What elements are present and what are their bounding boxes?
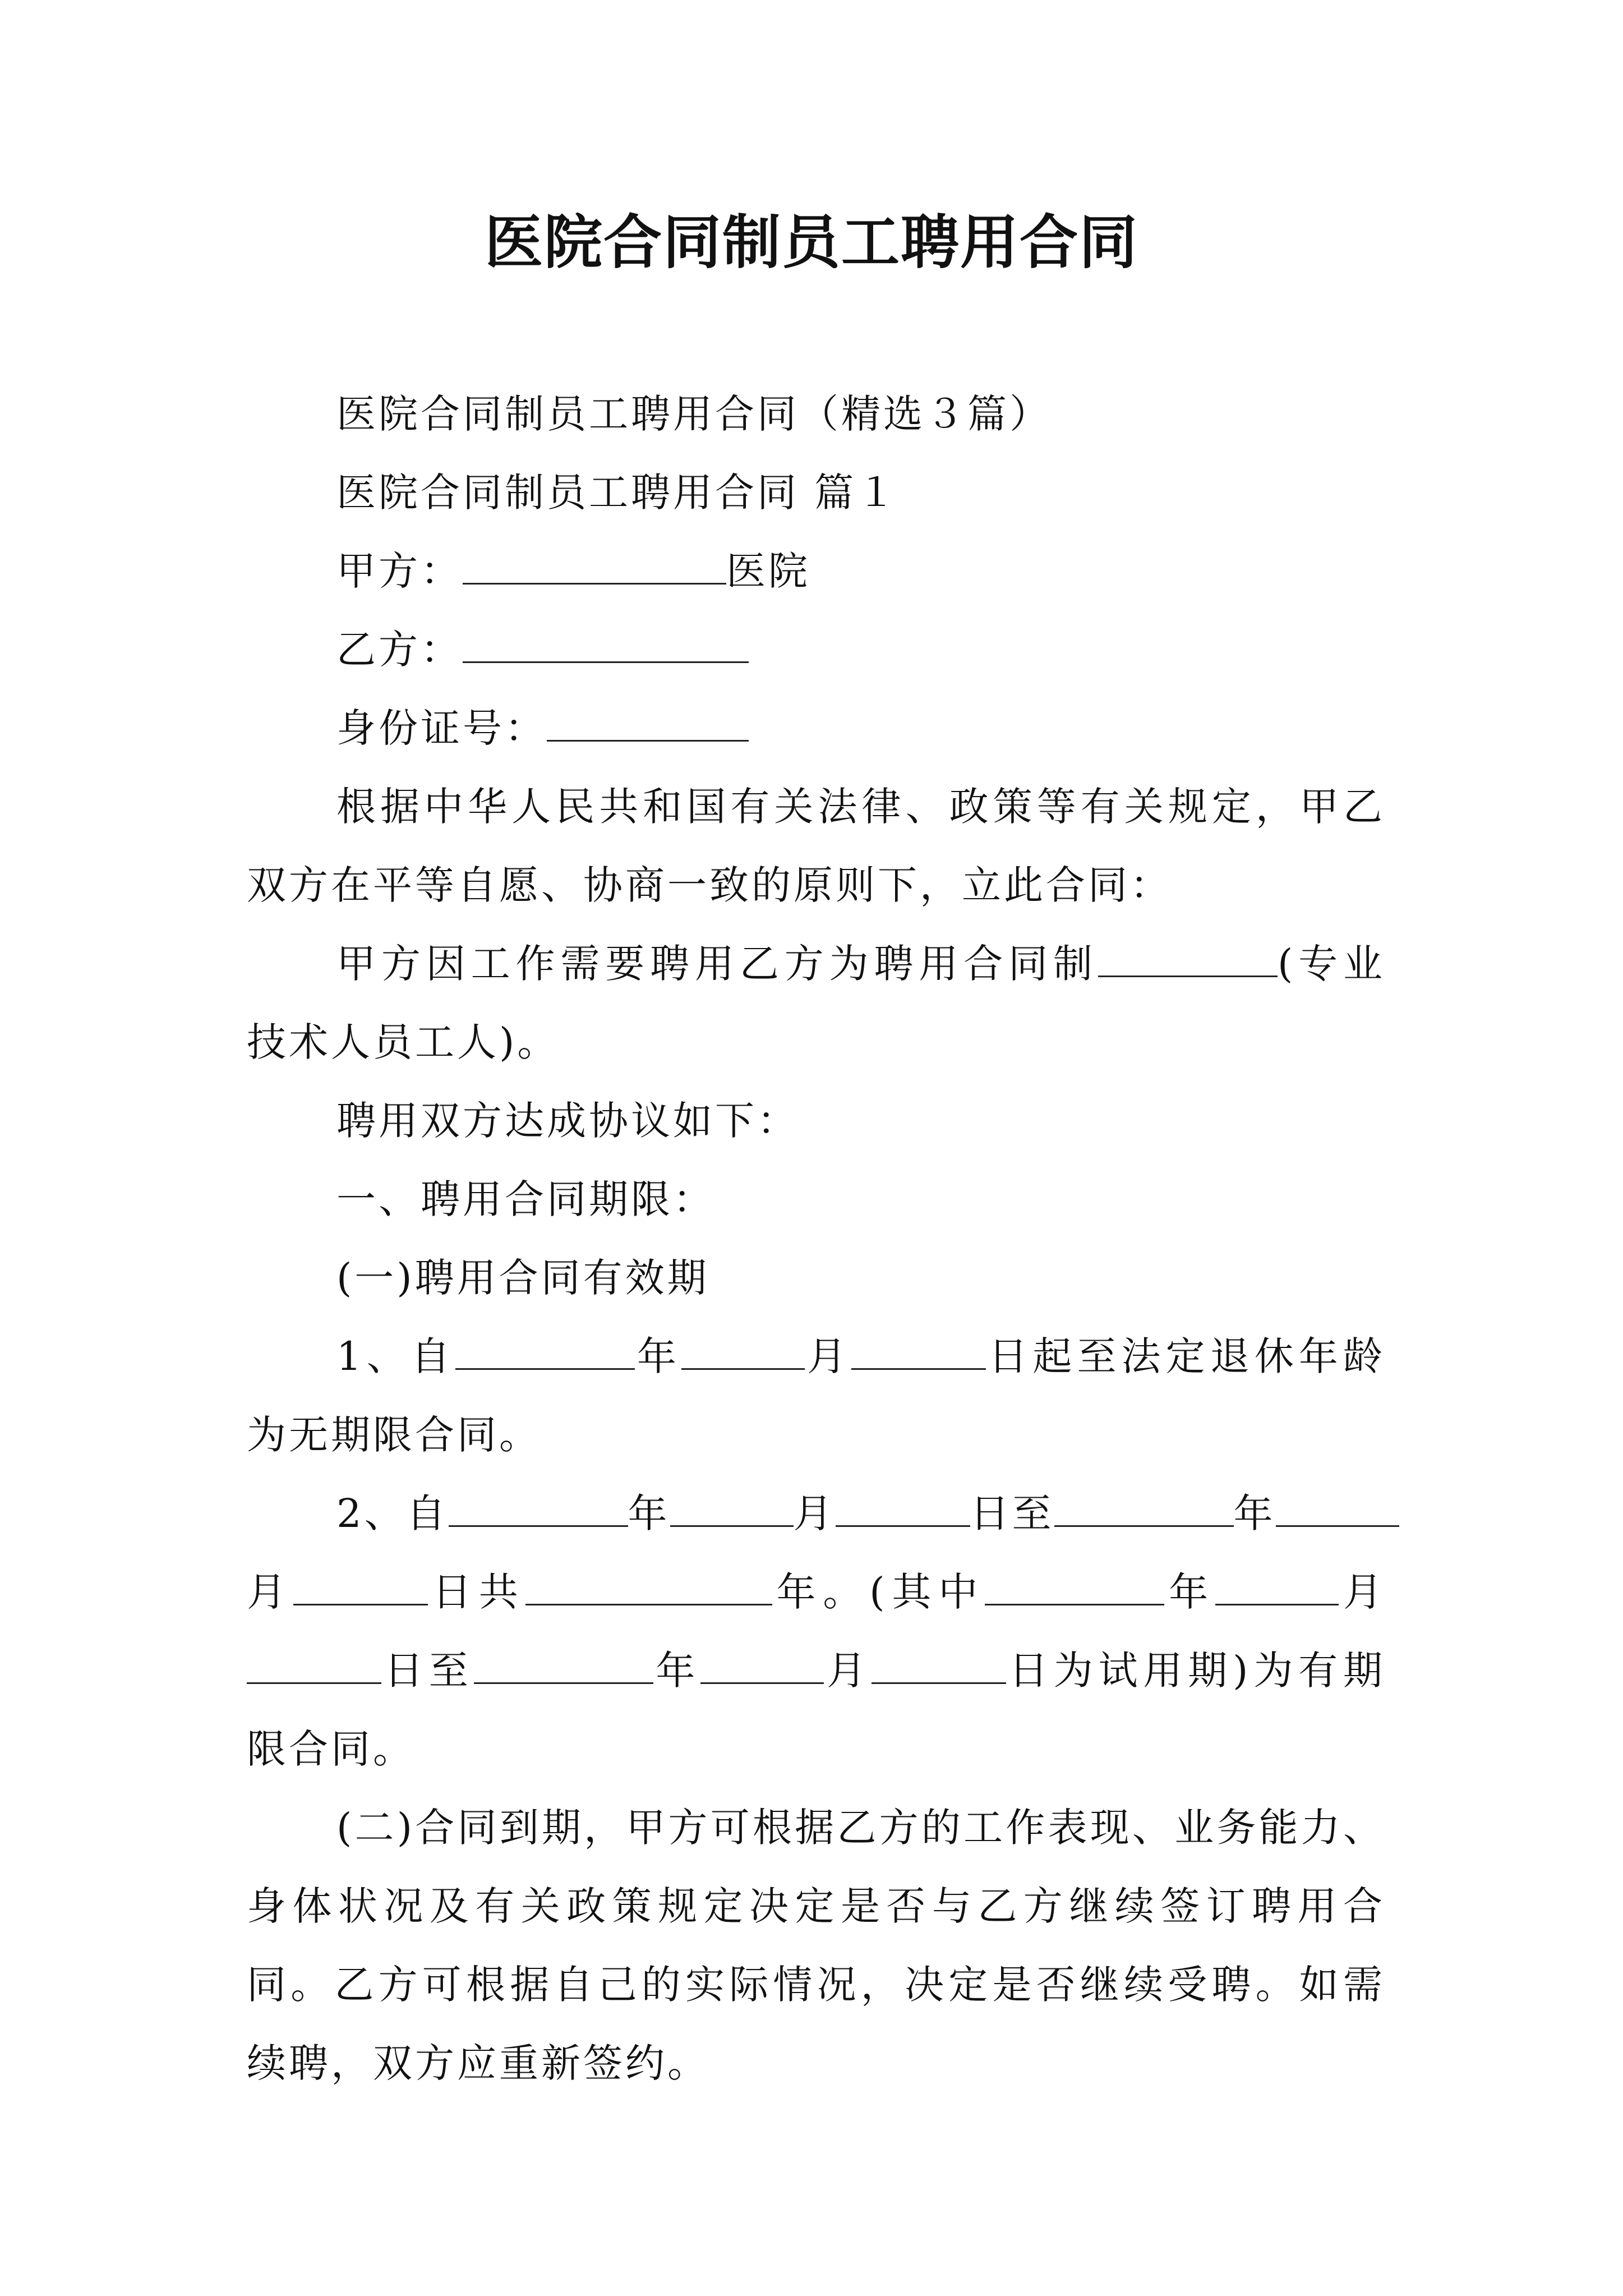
paragraph-line: (二)合同到期，甲方可根据乙方的工作表现、业务能力、 <box>336 1805 1385 1851</box>
blank-field <box>700 1645 824 1684</box>
party-a-blank <box>463 546 726 585</box>
paragraph-text: 甲方因工作需要聘用乙方为聘用合同制 <box>336 941 1098 987</box>
paragraph-line <box>336 1328 1385 1384</box>
paragraph-text: 月 <box>793 1490 836 1536</box>
paragraph-line: 身体状况及有关政策规定决定是否与乙方继续签订聘用合 <box>247 1883 1385 1929</box>
id-number-blank <box>547 703 749 742</box>
blank-field <box>670 1488 794 1527</box>
paragraph-line: 一、聘用合同期限： <box>336 1176 715 1222</box>
party-b-blank <box>463 624 749 663</box>
party-a-suffix: 医院 <box>726 548 810 594</box>
party-b-label: 乙方： <box>336 627 463 673</box>
paragraph-line: 为无期限合同。 <box>247 1412 541 1458</box>
paragraph-text: 日共 <box>427 1569 525 1615</box>
blank-field <box>836 1488 970 1527</box>
paragraph-line: 技术人员工人)。 <box>247 1019 560 1065</box>
paragraph-text: 月 <box>247 1569 293 1615</box>
paragraph-text: 日至 <box>381 1648 474 1694</box>
paragraph-line <box>247 1642 1385 1699</box>
blank-field <box>872 1645 1006 1684</box>
paragraph-text: 日起至法定退休年龄 <box>986 1333 1386 1379</box>
blank-field <box>1054 1488 1234 1527</box>
paragraph-line: (一)聘用合同有效期 <box>336 1255 709 1301</box>
id-number-line <box>336 700 1385 756</box>
paragraph-text: 月 <box>805 1333 852 1379</box>
paragraph-text: 年 <box>1164 1569 1216 1615</box>
paragraph-line <box>247 1564 1385 1620</box>
paragraph-line <box>336 1485 1385 1542</box>
party-a-label: 甲方： <box>336 548 463 594</box>
paragraph-section-heading: 医院合同制员工聘用合同 篇１ <box>336 470 899 516</box>
blank-field <box>1215 1567 1339 1605</box>
paragraph-text: 年 <box>634 1333 681 1379</box>
party-a-line <box>336 543 1385 599</box>
blank-field <box>1098 938 1278 977</box>
paragraph-text: (专业 <box>1277 941 1386 987</box>
paragraph-line: 双方在平等自愿、协商一致的原则下，立此合同： <box>247 862 1172 908</box>
paragraph-line: 续聘，双方应重新签约。 <box>247 2040 709 2086</box>
paragraph-text: 月 <box>1339 1569 1386 1615</box>
paragraph-line: 聘用双方达成协议如下： <box>336 1098 799 1144</box>
paragraph-text: 年 <box>628 1490 670 1536</box>
paragraph-text: 2、自 <box>336 1490 449 1536</box>
blank-field <box>455 1331 635 1370</box>
blank-field <box>681 1331 805 1370</box>
blank-field <box>293 1567 428 1605</box>
blank-field <box>474 1645 653 1684</box>
id-number-label: 身份证号： <box>336 705 547 751</box>
party-b-line <box>336 622 1385 678</box>
paragraph-line: 同。乙方可根据自己的实际情况，决定是否继续受聘。如需 <box>247 1962 1385 2008</box>
paragraph-text: 日至 <box>970 1490 1054 1536</box>
paragraph-text: 年 <box>653 1648 701 1694</box>
blank-field <box>1276 1488 1399 1527</box>
paragraph-text: 日为试用期)为有期 <box>1006 1648 1386 1694</box>
blank-field <box>851 1331 986 1370</box>
paragraph-text: 年 <box>1233 1490 1276 1536</box>
paragraph-line: 根据中华人民共和国有关法律、政策等有关规定，甲乙 <box>336 784 1385 830</box>
blank-field <box>449 1488 628 1527</box>
paragraph-text: 1、自 <box>336 1333 455 1379</box>
blank-field <box>525 1567 772 1605</box>
paragraph-line: 限合同。 <box>247 1726 415 1772</box>
paragraph-text: 年。(其中 <box>772 1569 985 1615</box>
page-title: 医院合同制员工聘用合同 <box>484 208 1138 277</box>
blank-field <box>985 1567 1164 1605</box>
paragraph-line <box>336 936 1385 992</box>
paragraph-text: 月 <box>824 1648 872 1694</box>
blank-field <box>247 1645 381 1684</box>
paragraph-subtitle: 医院合同制员工聘用合同（精选３篇） <box>336 391 1052 437</box>
